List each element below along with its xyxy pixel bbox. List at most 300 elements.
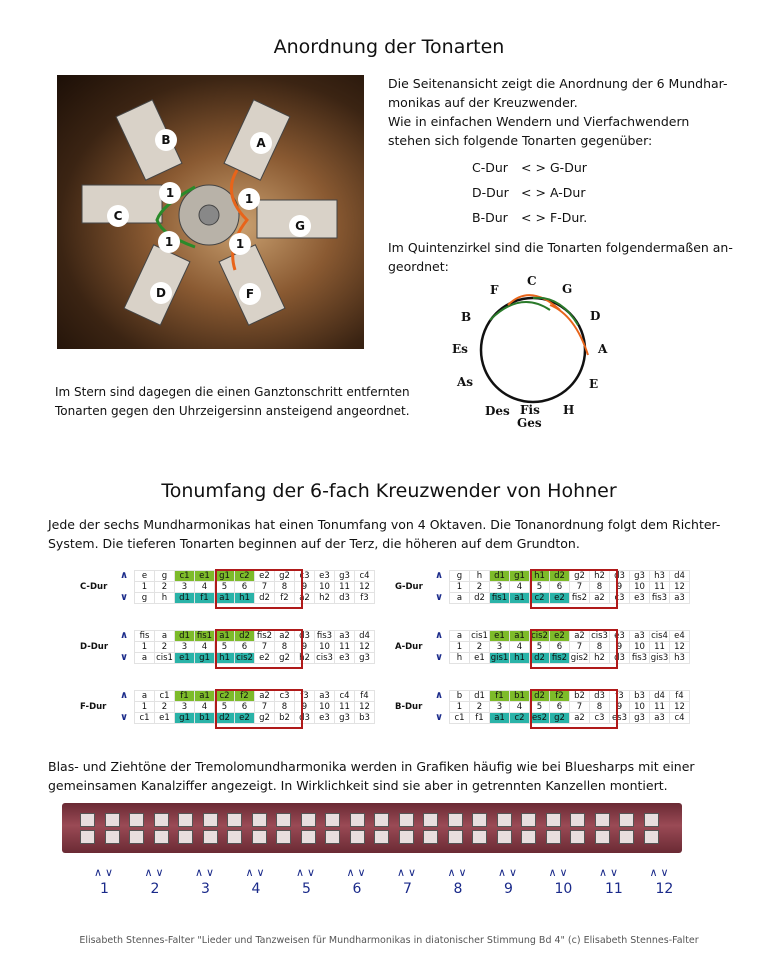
grid-note-cell: f1 — [470, 713, 490, 724]
grid-note-cell: b3 — [630, 691, 650, 702]
grid-note-cell: h3 — [670, 653, 690, 664]
blow-draw-arrows: ∧∨ — [649, 866, 672, 879]
grid-note-cell: c3 — [610, 593, 630, 604]
tonumfang-line-2: System. Die tieferen Tonarten beginnen auf der Terz, die höheren auf dem Grundton. — [48, 536, 580, 551]
grid-note-cell: g3 — [630, 571, 650, 582]
grid-note-cell: a3 — [630, 631, 650, 642]
grid-note-cell: g1 — [195, 653, 215, 664]
grid-note-cell: d4 — [355, 631, 375, 642]
grid-note-cell: g1 — [215, 571, 235, 582]
highlight-box — [215, 689, 303, 729]
grid-note-cell: d2 — [530, 691, 550, 702]
grid-note-cell: 8 — [275, 582, 295, 593]
harmonica-hole — [399, 813, 414, 827]
grid-note-cell: a — [450, 631, 470, 642]
grid-arrow-cell — [429, 642, 450, 653]
grid-key-cell: B-Dur — [395, 702, 423, 712]
grid-note-cell: e1 — [195, 571, 215, 582]
grid-arrow-cell — [429, 702, 450, 713]
grid-note-cell: es3 — [610, 713, 630, 724]
grid-note-cell: c1 — [155, 691, 175, 702]
grid-key-cell: F-Dur — [80, 702, 107, 712]
quint-line-1: Im Quintenzirkel sind die Tonarten folgendermaßen an- — [388, 240, 733, 255]
grid-note-cell: 1 — [450, 642, 470, 653]
grid-note-cell: d4 — [650, 691, 670, 702]
grid-note-cell: gis2 — [570, 653, 589, 663]
grid-key-cell: D-Dur — [80, 642, 109, 652]
label-1d: 1 — [229, 233, 251, 255]
harmonica-hole — [178, 813, 193, 827]
harmonica-hole — [595, 830, 610, 844]
grid-note-cell: 7 — [570, 642, 590, 653]
grid-note-cell: c2 — [215, 691, 235, 702]
grid-note-cell: 5 — [215, 702, 235, 713]
star-graphic-icon — [57, 75, 364, 349]
harmonica-hole — [154, 830, 169, 844]
grid-note-cell: h1 — [235, 593, 255, 604]
harmonica-hole — [350, 813, 365, 827]
grid-note-cell: cis3 — [316, 653, 333, 663]
grid-key-cell — [78, 571, 114, 582]
label-1a: 1 — [159, 182, 181, 204]
pair-sep: < > — [521, 210, 546, 225]
harmonica-hole — [374, 830, 389, 844]
grid-note-cell: a3 — [670, 593, 690, 604]
grid-note-cell: 9 — [610, 582, 630, 593]
grid-note-cell: e3 — [610, 631, 630, 642]
grid-note-cell: b2 — [275, 713, 295, 724]
pair-a: D-Dur — [472, 185, 509, 200]
label-c: C — [107, 205, 129, 227]
grid-note-cell: a — [155, 631, 175, 642]
grid-note-cell: 9 — [610, 702, 630, 713]
grid-key-cell — [78, 631, 114, 642]
desc-line-3: Wie in einfachen Wendern und Vierfachwendern — [388, 114, 690, 129]
grid-note-cell: a1 — [510, 631, 530, 642]
grid-note-cell: a1 — [195, 691, 215, 702]
grid-arrow-cell: ∨ — [434, 712, 444, 723]
grid-note-cell: f3 — [610, 691, 630, 702]
section-title-tonumfang: Tonumfang der 6-fach Kreuzwender von Hohner — [161, 480, 617, 502]
grid-note-cell: h1 — [510, 653, 530, 664]
cof-h: H — [563, 403, 575, 417]
grid-key-cell — [393, 691, 429, 702]
grid-note-cell: c4 — [670, 713, 690, 724]
grid-key-cell — [393, 713, 429, 724]
grid-key-cell — [393, 631, 429, 642]
grid-note-cell: 1 — [450, 702, 470, 713]
harmonica-hole — [325, 830, 340, 844]
grid-note-cell: 4 — [510, 642, 530, 653]
grid-note-cell: d1 — [490, 571, 510, 582]
grid-note-cell: 7 — [255, 702, 275, 713]
grid-note-cell: 3 — [175, 642, 195, 653]
grid-note-cell: 10 — [630, 702, 650, 713]
grid-note-cell: 11 — [335, 582, 355, 593]
footer: Elisabeth Stennes-Falter "Lieder und Tanzweisen für Mundharmonikas in diatonischer Stimmung Bd 4" (c) Elisabeth Stennes-Falter — [79, 935, 699, 946]
harmonica-hole — [301, 813, 316, 827]
harmonica-hole — [644, 830, 659, 844]
channel-number: 10 — [554, 881, 573, 897]
blow-draw-arrows: ∧∨ — [548, 866, 571, 879]
grid-note-cell: 11 — [335, 642, 355, 653]
grid-arrow-cell: ∨ — [119, 592, 129, 603]
harmonica-hole — [301, 830, 316, 844]
grid-note-cell: d2 — [550, 571, 570, 582]
grid-key-cell: G-Dur — [395, 582, 423, 592]
highlight-box — [215, 569, 303, 609]
grid-note-cell: a2 — [570, 713, 590, 724]
harmonica-hole — [423, 813, 438, 827]
star-line-1: Im Stern sind dagegen die einen Ganztonschritt entfernten — [55, 385, 410, 399]
grid-note-cell: fis2 — [550, 653, 570, 664]
blow-draw-arrows: ∧∨ — [346, 866, 369, 879]
tremolo-harmonica-image — [62, 803, 682, 853]
grid-key-cell — [78, 593, 114, 604]
grid-note-cell: 9 — [295, 642, 315, 653]
grid-arrow-cell — [429, 582, 450, 593]
grid-note-cell: e3 — [315, 713, 335, 724]
harmonica-hole — [129, 830, 144, 844]
pair-sep: < > — [521, 185, 546, 200]
grid-note-cell: 6 — [550, 582, 570, 593]
grid-note-cell: g — [450, 571, 470, 582]
grid-note-cell: e3 — [630, 593, 650, 604]
cof-b: B — [461, 310, 472, 324]
cof-des: Des — [485, 404, 510, 418]
grid-note-cell: 11 — [650, 582, 670, 593]
grid-note-cell: 2 — [470, 642, 490, 653]
grid-note-cell: 11 — [650, 702, 670, 713]
harmonica-hole — [203, 813, 218, 827]
grid-key-cell — [393, 653, 429, 664]
blow-draw-arrows: ∧∨ — [498, 866, 521, 879]
pair-b: G-Dur — [550, 160, 587, 175]
harmonica-hole — [619, 813, 634, 827]
grid-note-cell: es2 — [530, 713, 550, 724]
grid-note-cell: d3 — [295, 631, 315, 642]
grid-note-cell: c2 — [510, 713, 530, 724]
harmonica-hole — [644, 813, 659, 827]
grid-note-cell: 12 — [670, 702, 690, 713]
grid-note-cell: 12 — [355, 642, 375, 653]
grid-note-cell: g2 — [550, 713, 570, 724]
blow-draw-arrows: ∧∨ — [144, 866, 167, 879]
grid-note-cell: a1 — [215, 593, 235, 604]
harmonica-hole — [595, 813, 610, 827]
harmonica-hole — [374, 813, 389, 827]
grid-note-cell: 4 — [195, 582, 215, 593]
blow-draw-arrows: ∧∨ — [447, 866, 470, 879]
cof-d: D — [590, 309, 601, 323]
pair-b: F-Dur. — [550, 210, 588, 225]
grid-note-cell: 1 — [135, 582, 155, 593]
grid-note-cell: 5 — [215, 582, 235, 593]
grid-note-cell: 12 — [670, 642, 690, 653]
grid-note-cell: f2 — [235, 691, 255, 702]
cof-e: E — [589, 377, 599, 391]
desc-line-2: monikas auf der Kreuzwender. — [388, 95, 578, 110]
grid-note-cell: b2 — [570, 691, 590, 702]
grid-key-cell — [78, 713, 114, 724]
grid-note-cell: f1 — [175, 691, 195, 702]
cof-a: A — [598, 342, 608, 356]
grid-note-cell: f1 — [195, 593, 215, 604]
blow-draw-arrows: ∧∨ — [599, 866, 622, 879]
grid-note-cell: 1 — [450, 582, 470, 593]
label-b: B — [155, 129, 177, 151]
grid-note-cell: a — [135, 691, 155, 702]
harmonica-hole — [497, 830, 512, 844]
grid-note-cell: 8 — [275, 702, 295, 713]
channel-number: 3 — [201, 881, 210, 897]
grid-note-cell: e1 — [175, 653, 195, 664]
grid-note-cell: d1 — [175, 593, 195, 604]
grid-key-cell — [393, 593, 429, 604]
grid-note-cell: gis1 — [490, 653, 509, 663]
cof-ges: Ges — [517, 416, 542, 430]
grid-note-cell: f4 — [355, 691, 375, 702]
grid-note-cell: 10 — [315, 702, 335, 713]
grid-note-cell: d2 — [255, 593, 275, 604]
harmonica-hole — [448, 813, 463, 827]
grid-note-cell: h2 — [295, 653, 315, 664]
grid-note-cell: a3 — [650, 713, 670, 724]
grid-arrow-cell: ∨ — [119, 712, 129, 723]
grid-note-cell: e3 — [335, 653, 355, 664]
grid-note-cell: fis3 — [630, 653, 650, 664]
grid-note-cell: 6 — [550, 642, 570, 653]
harmonica-hole — [497, 813, 512, 827]
grid-note-cell: e2 — [255, 571, 275, 582]
grid-note-cell: c1 — [450, 713, 470, 724]
grid-note-cell: g3 — [335, 571, 355, 582]
harmonica-hole — [546, 813, 561, 827]
grid-note-cell: fis1 — [195, 631, 215, 642]
grid-note-cell: h1 — [530, 571, 550, 582]
key-pair-row — [472, 185, 587, 210]
grid-note-cell: g2 — [275, 571, 295, 582]
grid-note-cell: 3 — [490, 642, 510, 653]
tremolo-text — [48, 757, 768, 795]
grid-note-cell: 1 — [135, 642, 155, 653]
grid-note-cell: 11 — [335, 702, 355, 713]
channel-number: 5 — [302, 881, 311, 897]
channel-number: 12 — [655, 881, 674, 897]
grid-note-cell: a — [450, 593, 470, 604]
grid-note-cell: g2 — [275, 653, 295, 664]
desc-line-4: stehen sich folgende Tonarten gegenüber: — [388, 133, 653, 148]
grid-note-cell: 1 — [135, 702, 155, 713]
harmonica-hole — [570, 813, 585, 827]
grid-note-cell: a2 — [590, 593, 610, 604]
grid-note-cell: d3 — [295, 713, 315, 724]
harmonica-hole — [252, 830, 267, 844]
grid-note-cell: e2 — [255, 653, 275, 664]
grid-note-cell: d1 — [175, 631, 195, 642]
desc-line-1: Die Seitenansicht zeigt die Anordnung der 6 Mundhar- — [388, 76, 728, 91]
grid-note-cell: e1 — [490, 631, 510, 642]
grid-note-cell: e4 — [670, 631, 690, 642]
harmonica-hole — [619, 830, 634, 844]
cof-as: As — [457, 375, 474, 389]
grid-note-cell: d2 — [530, 653, 550, 664]
grid-note-cell: 6 — [235, 702, 255, 713]
grid-note-cell: c1 — [135, 713, 155, 724]
harmonica-hole — [105, 830, 120, 844]
grid-key-cell: C-Dur — [80, 582, 108, 592]
blow-draw-arrows: ∧∨ — [94, 866, 117, 879]
cof-f: F — [490, 283, 499, 297]
grid-note-cell: c3 — [590, 713, 610, 724]
grid-arrow-cell: ∨ — [434, 652, 444, 663]
grid-note-cell: g1 — [510, 571, 530, 582]
grid-arrow-cell — [114, 702, 135, 713]
grid-note-cell: c2 — [530, 593, 550, 604]
grid-note-cell: cis1 — [471, 631, 488, 641]
tonumfang-line-1: Jede der sechs Mundharmonikas hat einen Tonumfang von 4 Oktaven. Die Tonanordnung folgt dem Richter- — [48, 517, 721, 532]
grid-arrow-cell — [114, 582, 135, 593]
harmonica-hole — [350, 830, 365, 844]
harmonica-photo — [57, 75, 364, 349]
tremolo-line-2: gemeinsamen Kanalziffer angezeigt. In Wirklichkeit sind sie aber in getrennten Kanzellen montiert. — [48, 778, 668, 793]
grid-note-cell: 11 — [650, 642, 670, 653]
grid-note-cell: 10 — [630, 582, 650, 593]
pair-b: A-Dur — [550, 185, 586, 200]
grid-arrow-cell: ∨ — [119, 652, 129, 663]
label-a: A — [250, 132, 272, 154]
grid-note-cell: f3 — [355, 593, 375, 604]
grid-note-cell: e1 — [155, 713, 175, 724]
highlight-box — [530, 569, 618, 609]
cof-fis: Fis — [520, 403, 540, 417]
grid-note-cell: b — [450, 691, 470, 702]
cof-g: G — [562, 282, 573, 296]
grid-note-cell: 3 — [490, 702, 510, 713]
section-title-anordnung: Anordnung der Tonarten — [273, 36, 505, 58]
grid-note-cell: 4 — [510, 582, 530, 593]
grid-note-cell: e1 — [470, 653, 490, 664]
grid-note-cell: c3 — [295, 571, 315, 582]
grid-note-cell: d2 — [470, 593, 490, 604]
grid-note-cell: 5 — [530, 702, 550, 713]
grid-note-cell: h1 — [215, 653, 235, 664]
grid-note-cell: gis3 — [650, 653, 669, 663]
grid-note-cell: fis2 — [570, 593, 590, 604]
grid-note-cell: 4 — [195, 702, 215, 713]
grid-note-cell: a2 — [275, 631, 295, 642]
harmonica-hole — [448, 830, 463, 844]
grid-note-cell: a2 — [255, 691, 275, 702]
quint-text — [388, 238, 758, 276]
grid-note-cell: e3 — [315, 571, 335, 582]
grid-note-cell: d4 — [670, 571, 690, 582]
grid-note-cell: fis3 — [315, 631, 335, 642]
grid-note-cell: h2 — [590, 653, 610, 664]
harmonica-hole — [178, 830, 193, 844]
grid-note-cell: 8 — [590, 582, 610, 593]
grid-note-cell: g2 — [570, 571, 590, 582]
grid-arrow-cell: ∧ — [434, 630, 444, 641]
grid-key-cell: A-Dur — [395, 642, 423, 652]
pair-a: C-Dur — [472, 160, 508, 175]
grid-note-cell: 10 — [315, 642, 335, 653]
grid-arrow-cell — [114, 642, 135, 653]
grid-note-cell: fis — [135, 631, 155, 642]
grid-note-cell: 10 — [315, 582, 335, 593]
grid-key-cell — [78, 653, 114, 664]
grid-note-cell: 4 — [195, 642, 215, 653]
cof-es: Es — [452, 342, 468, 356]
grid-note-cell: d3 — [610, 571, 630, 582]
harmonica-hole — [227, 813, 242, 827]
grid-note-cell: 12 — [355, 702, 375, 713]
harmonica-hole — [399, 830, 414, 844]
grid-note-cell: h — [470, 571, 490, 582]
blow-draw-arrows: ∧∨ — [195, 866, 218, 879]
harmonica-hole — [203, 830, 218, 844]
grid-note-cell: d1 — [470, 691, 490, 702]
harmonica-hole — [276, 813, 291, 827]
quint-line-2: geordnet: — [388, 259, 449, 274]
grid-note-cell: d2 — [215, 713, 235, 724]
pair-sep: < > — [521, 160, 546, 175]
grid-note-cell: 2 — [470, 582, 490, 593]
grid-note-cell: cis2 — [531, 631, 548, 641]
harmonica-hole — [80, 813, 95, 827]
grid-note-cell: 6 — [550, 702, 570, 713]
grid-note-cell: cis4 — [651, 631, 668, 641]
grid-note-cell: h3 — [650, 571, 670, 582]
grid-note-cell: 5 — [530, 642, 550, 653]
grid-key-cell — [78, 691, 114, 702]
grid-note-cell: e2 — [235, 713, 255, 724]
grid-note-cell: 3 — [490, 582, 510, 593]
grid-note-cell: d3 — [590, 691, 610, 702]
grid-note-cell: e2 — [550, 593, 570, 604]
grid-note-cell: 10 — [630, 642, 650, 653]
harmonica-hole — [325, 813, 340, 827]
grid-note-cell: g3 — [335, 713, 355, 724]
grid-note-cell: 6 — [235, 582, 255, 593]
grid-note-cell: fis2 — [255, 631, 275, 642]
grid-note-cell: a1 — [215, 631, 235, 642]
grid-arrow-cell: ∧ — [119, 570, 129, 581]
grid-note-cell: d3 — [610, 653, 630, 664]
highlight-box — [530, 689, 618, 729]
harmonica-hole — [570, 830, 585, 844]
grid-note-cell: f2 — [275, 593, 295, 604]
grid-note-cell: c1 — [175, 571, 195, 582]
grid-note-cell: a2 — [570, 631, 590, 642]
harmonica-hole — [472, 830, 487, 844]
grid-note-cell: 5 — [215, 642, 235, 653]
grid-note-cell: h — [155, 593, 175, 604]
channel-number: 9 — [504, 881, 513, 897]
grid-note-cell: g1 — [175, 713, 195, 724]
channel-number: 11 — [605, 881, 623, 897]
grid-note-cell: h — [450, 653, 470, 664]
label-d: D — [150, 282, 172, 304]
harmonica-hole — [276, 830, 291, 844]
channel-number: 8 — [453, 881, 463, 897]
grid-note-cell: c2 — [235, 571, 255, 582]
grid-note-cell: b1 — [510, 691, 530, 702]
channel-number: 6 — [352, 881, 362, 897]
grid-note-cell: 2 — [155, 702, 175, 713]
harmonica-hole — [129, 813, 144, 827]
harmonica-hole — [80, 830, 95, 844]
